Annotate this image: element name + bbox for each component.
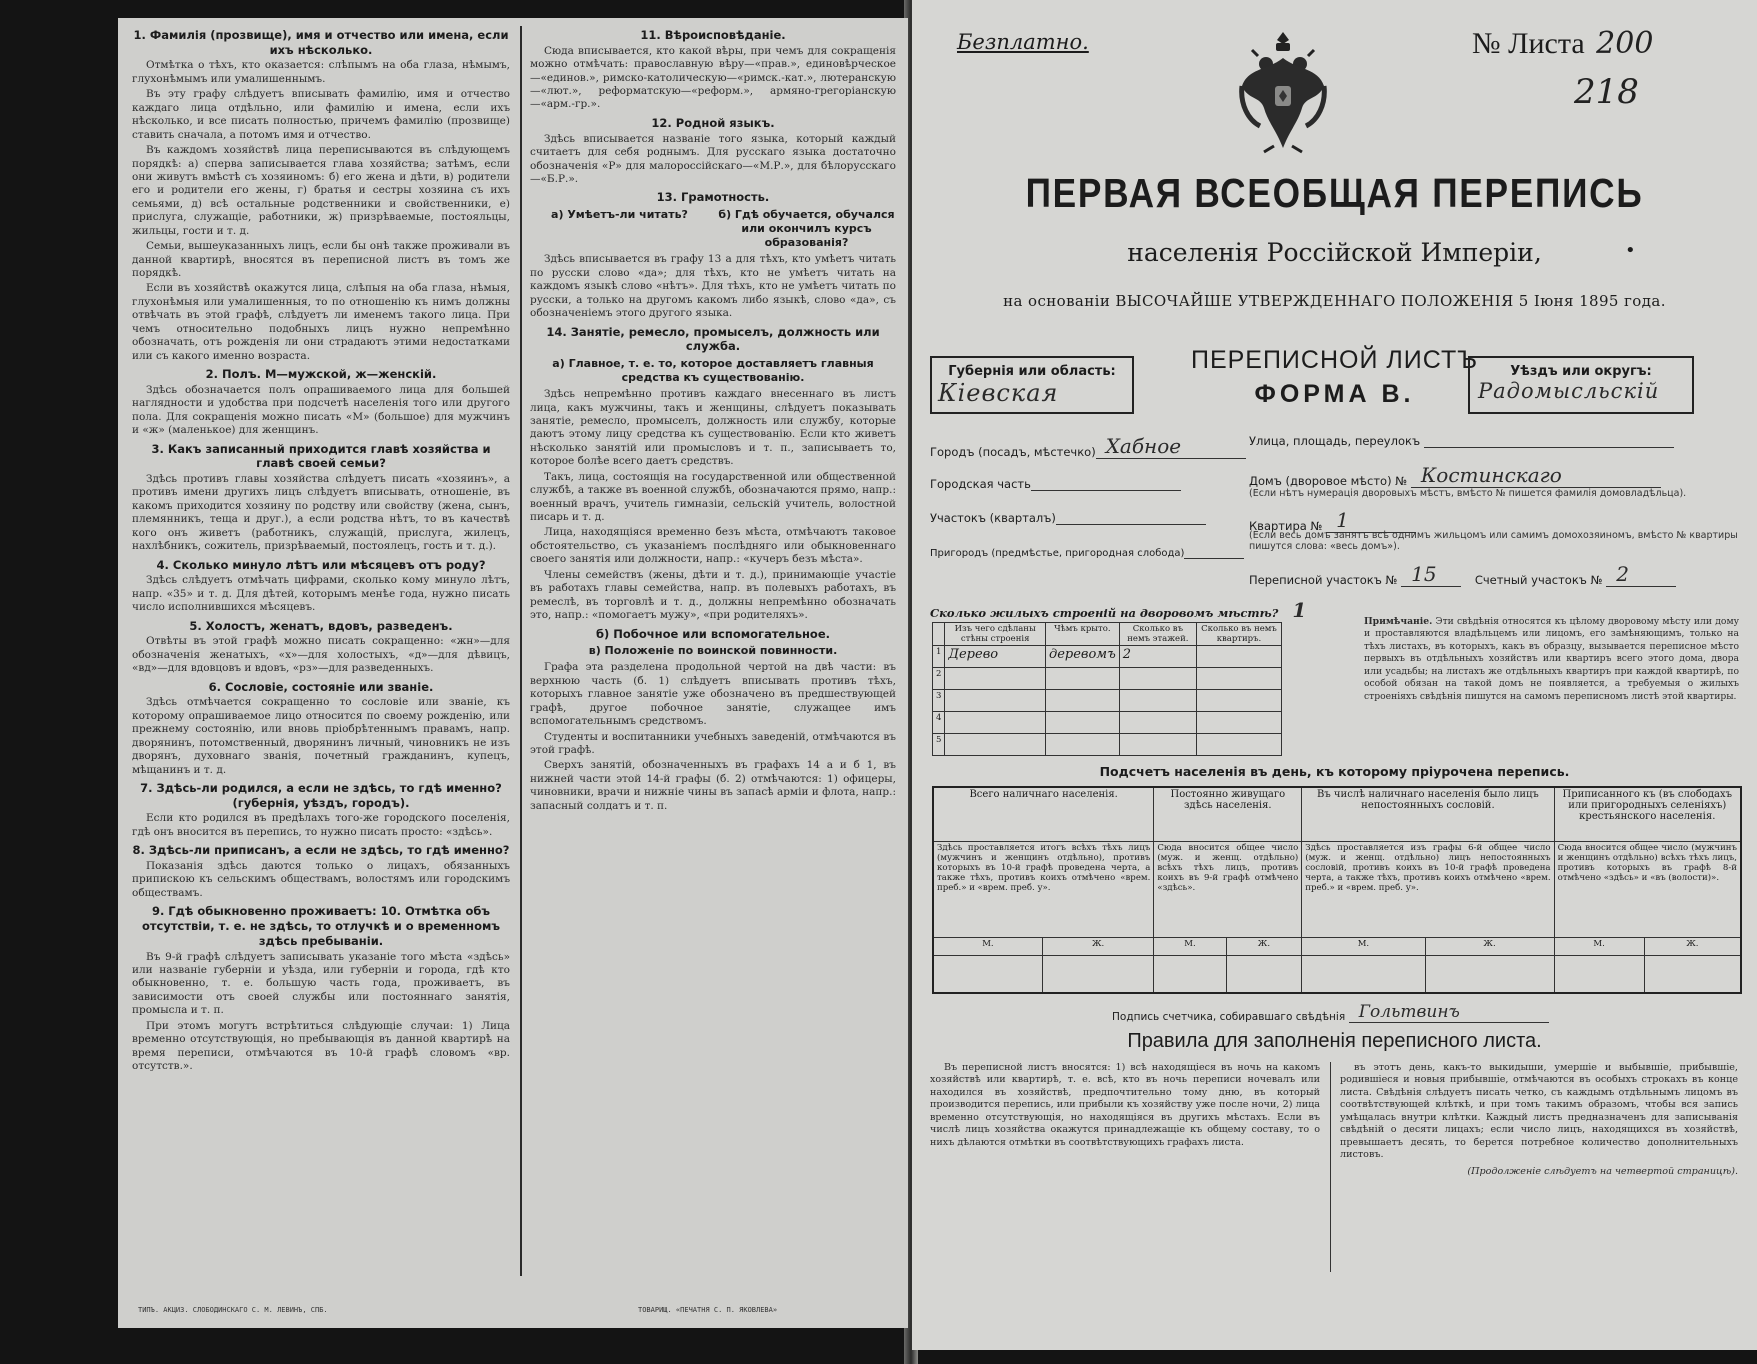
signature-label: Подпись счетчика, собиравшаго свѣдѣнія [1112, 1011, 1346, 1023]
address-field-value [1184, 534, 1194, 558]
census-subtitle: населенія Россійской Имперіи, [1127, 238, 1542, 267]
subheading: а) Главное, т. е. то, которое доставляетъ главныя средства къ существованію. [552, 356, 874, 385]
instructions-column-1 [132, 24, 510, 1075]
section-heading: 13. Грамотность. [656, 190, 770, 205]
address-field-label: Городская часть [930, 477, 1031, 491]
house-value: Костинскаго [1420, 463, 1562, 487]
section-paragraph: Если въ хозяйствѣ окажутся лица, слѣпыя на оба глаза, нѣмыя, глухонѣмыя или умалишенныя, то по отношенію къ нимъ должны отвѣчать въ этой графѣ, слѣдуетъ ли именемъ такого лица. При чемъ относительно подобныхъ лицъ нужно непремѣнно обозначать, отъ рожденія ли они страдаютъ этими недостатками или съ какого именно возраста. [132, 282, 510, 362]
gubernia-value: Кіевская [938, 379, 1059, 407]
section-paragraph: При этомъ могутъ встрѣтиться слѣдующіе случаи: 1) Лица временно отсутствующія, но пребывающія въ данной квартирѣ на время переписи, отмѣчаются въ 10-й графѣ словомъ «вр. отсутств.». [132, 1019, 510, 1072]
buildings-cell: Дерево [945, 646, 1046, 668]
census-district-value: 15 [1411, 562, 1437, 586]
section-paragraph: Въ эту графу слѣдуетъ вписывать фамилію, имя и отчество каждаго лица отдѣльно, или фамилію и имена, если ихъ нѣсколько, и все писать полностью, причемъ фамилію (прозвище) ставить сначала, а потомъ имя и отчество. [132, 88, 510, 141]
counting-district-label: Счетный участокъ № [1474, 573, 1603, 587]
right-page [912, 0, 1757, 1350]
buildings-cell [1045, 690, 1119, 712]
house-field [1249, 463, 1661, 488]
section-paragraph: Здѣсь противъ главы хозяйства слѣдуетъ писать «хозяинъ», а противъ имени другихъ лицъ слѣдуетъ вписывать, отношеніе, въ какомъ приходится хозяину по родству или свойству (жена, сынъ, племянникъ, теща и друг.), а если родства нѣтъ, то въ качествѣ кого онъ живетъ (работникъ, служащій, прислуга, жилецъ, нахлѣбникъ, сожитель, призрѣваемый, постоялецъ, гость и т. д.). [132, 472, 510, 553]
population-count-table [932, 786, 1742, 994]
printer-imprint-left: ТИПЪ. АКЦИЗ. СЛОБОДИНСКАГО С. М. ЛЕВИНЪ, СПБ. [138, 1306, 328, 1314]
subheading: б) Гдѣ обучается, обучался или окончилъ курсъ образованія? [718, 208, 895, 250]
buildings-cell [945, 668, 1046, 690]
subheading-row [530, 357, 896, 385]
buildings-cell [1196, 734, 1281, 756]
sheet-number-hand-2: 218 [1574, 72, 1639, 112]
section-heading: б) Побочное или вспомогательное. [595, 626, 830, 641]
buildings-col-header: Изъ чего сдѣланы стѣны строенія [945, 623, 1046, 646]
address-field-value [1031, 466, 1041, 490]
sheet-label-text: № Листа [1472, 27, 1585, 60]
buildings-cell: 1 [933, 646, 945, 668]
census-district-field [1249, 562, 1676, 587]
count-column-header: Всего наличнаго населенія. [933, 787, 1154, 841]
section-paragraph: Въ 9-й графѣ слѣдуетъ записывать указаніе того мѣста «здѣсь» или названіе губерніи и уѣзда, или губерніи и города, гдѣ кто обыкновенно, т. е. большую часть года, проживаетъ, въ зависимости отъ своей службы или постояннаго занятія, промысла и т. п. [132, 950, 510, 1017]
buildings-table [932, 622, 1282, 756]
apartment-note: (Если весь домъ занятъ всѣ однимъ жильцомъ или самимъ домохозяиномъ, вмѣсто № квартиры пишутся слова: «весь домъ»). [1249, 530, 1738, 552]
imperial-eagle-emblem [1238, 30, 1328, 154]
left-page [118, 18, 908, 1328]
remark-text: Эти свѣдѣнія относятся къ цѣлому дворовому мѣсту или дому и проставляются владѣльцемъ или лицомъ, его замѣняющимъ, только на тѣхъ листахъ, въ которыхъ, какъ въ образцу, вызывается переписное мѣсто первыхъ въ отдѣльныхъ хозяйствъ или квартиръ всего этого дома, двора или усадьбы; на листахъ же отдѣльныхъ квартиръ при каждой квартирѣ, по особой обязан на такой домъ не появляется, а требуемыя о жилыхъ строеніяхъ свѣдѣнія пишутся на самомъ переписномъ листѣ этой квартиры. [1364, 616, 1739, 702]
buildings-table-header [933, 623, 1282, 646]
rules-column-right: въ этотъ день, какъ-то выкидыши, умершіе и выбывшіе, прибывшіе, родившіеся и новыя прибывшіе, отмѣчаются въ особыхъ строкахъ въ конце листа. Свѣдѣнія слѣдуетъ писать четко, съ каждымъ отдѣльнымъ лицомъ въ соотвѣтствующей клѣткѣ, и при томъ такимъ образомъ, чтобы вся запись умѣщалась внутри клѣтки. Каждый листъ предназначенъ для записыванія свѣдѣній о десяти лицахъ; если число лицъ, находящихся въ хозяйствѣ, превышаетъ десять, то берется потребное количество дополнительныхъ листовъ. (Продолженіе слѣдуетъ на четвертой страницѣ). [1340, 1062, 1738, 1177]
uezd-box [1468, 356, 1694, 414]
section-paragraph: Сверхъ занятій, обозначенныхъ въ графахъ 14 а и б 1, въ нижней части этой 14-й графы (б. 2) отмѣчаются: 1) офицеры, чиновники, врачи и нижніе чины въ запасѣ арміи и флота, напр.: запасный солдатъ и т. п. [530, 759, 896, 812]
count-male-header: М. [1302, 937, 1425, 955]
section-heading: 5. Холостъ, женатъ, вдовъ, разведенъ. [189, 618, 453, 633]
census-basis: на основаніи ВЫСОЧАЙШЕ УТВЕРЖДЕННАГО ПОЛОЖЕНІЯ 5 Іюня 1895 года. [1003, 292, 1666, 310]
section-paragraph: Здѣсь слѣдуетъ отмѣчать цифрами, сколько кому минуло лѣтъ, напр. «35» и т. д. Для дѣтей, которымъ менѣе года, нужно писать число исполнившихся мѣсяцевъ. [132, 574, 510, 614]
count-column-note: Сюда вносится общее число (муж. и женщ. отдѣльно) всѣхъ тѣхъ лицъ, противъ коихъ въ 9-й графѣ отмѣчено «здѣсь». [1154, 841, 1302, 937]
count-title: Подсчетъ населенія въ день, къ которому пріурочена перепись. [1099, 764, 1570, 779]
column-divider [520, 26, 522, 1276]
address-field-value: Хабное [1105, 434, 1182, 458]
count-female-header: Ж. [1226, 937, 1302, 955]
section-paragraph: Здѣсь вписывается названіе того языка, который каждый считаетъ для себя роднымъ. Для русскаго языка достаточно обозначенія «Р» для малороссійскаго—«М.Р.», для бѣлорусскаго—«Б.Р.». [530, 132, 896, 185]
printer-imprint-right: ТОВАРИЩ. «ПЕЧАТНЯ С. П. ЯКОВЛЕВА» [638, 1306, 778, 1314]
section-paragraph: Здѣсь отмѣчается сокращенно то сословіе или званіе, къ которому опрашиваемое лицо относится по своему рожденію, или прежнему состоянію, или вновь пріобрѣтеннымъ правамъ, напр. дворянинъ, потомственный, дворянинъ личный, чиновникъ не изъ дворянъ, духовнаго званія, почетный гражданинъ, купецъ, мѣщанинъ и т. д. [132, 696, 510, 776]
buildings-cell [1119, 712, 1196, 734]
buildings-answer: 1 [1292, 598, 1307, 622]
form-letter: ФОРМА В. [1254, 380, 1415, 408]
rules-title: Правила для заполненія переписного листа. [1127, 1030, 1542, 1052]
count-column-note: Здѣсь проставляется изъ графы 6-й общее число (муж. и женщ. отдѣльно) лицъ непостоянныхъ сословій, противъ коихъ въ 10-й графѣ проведена черта, а также тѣхъ, противъ коихъ отмѣчено «врем. преб.» и «врем. преб. у». [1302, 841, 1554, 937]
gubernia-label: Губернія или область: [948, 364, 1116, 379]
instructions-column-2 [530, 24, 896, 815]
section-heading: 8. Здѣсь-ли приписанъ, а если не здѣсь, то гдѣ именно? [132, 843, 510, 858]
buildings-cell [945, 690, 1046, 712]
buildings-cell [1045, 668, 1119, 690]
section-paragraph: Сюда вписывается, кто какой вѣры, при чемъ для сокращенія можно отмѣчать: православную вѣру—«прав.», единовѣрческое—«единов.», римско-католическую—«римск.-кат.», лютеранскую—«лют.», реформатскую—«реформ.», армяно-грегоріанскую—«арм.-гр.». [530, 44, 896, 111]
sheet-number-label [1472, 26, 1653, 61]
buildings-cell [1119, 690, 1196, 712]
buildings-cell [945, 734, 1046, 756]
section-paragraph: Отмѣтка о тѣхъ, кто оказается: слѣпымъ на оба глаза, нѣмымъ, глухонѣмымъ или умалишеннымъ. [132, 59, 510, 85]
house-label: Домъ (дворовое мѣсто) № [1249, 474, 1408, 488]
count-female-header: Ж. [1644, 937, 1741, 955]
subheading-row [530, 208, 896, 250]
section-paragraph: Здѣсь непремѣнно противъ каждаго внесеннаго въ листъ лица, какъ мужчины, такъ и женщины, слѣдуетъ показывать занятіе, ремесло, промыселъ, должность или службу, которые даютъ этому лицу средства къ существованію. Если кто живетъ нѣсколько занятій или промысловъ и т. п., записываетъ то, которое болѣе всего даетъ средствъ. [530, 388, 896, 468]
buildings-cell [1196, 712, 1281, 734]
buildings-row [933, 646, 1282, 668]
section-heading: 7. Здѣсь-ли родился, а если не здѣсь, то гдѣ именно? (губернія, уѣздъ, городъ). [140, 781, 502, 810]
subheading-row [530, 644, 896, 658]
signature-field [1112, 1002, 1549, 1023]
buildings-col-header: Сколько въ немъ квартиръ. [1196, 623, 1281, 646]
section-paragraph: Члены семействъ (жены, дѣти и т. д.), принимающіе участіе въ работахъ главы семейства, напр. въ полевыхъ работахъ, въ ремеслѣ, въ торговлѣ и т. д., должны непремѣнно обозначать это, напр.: «помогаетъ мужу», «при родителяхъ». [530, 568, 896, 622]
buildings-row [933, 734, 1282, 756]
sheet-number-hand-1: 200 [1596, 26, 1654, 61]
count-value-cell [1226, 955, 1302, 993]
counting-district-value: 2 [1616, 562, 1629, 586]
subheading: а) Умѣетъ-ли читать? [551, 208, 688, 222]
section-heading: 11. Вѣроисповѣданіе. [640, 28, 786, 42]
buildings-cell: 2 [1119, 646, 1196, 668]
dot-mark: • [1625, 240, 1636, 261]
street-field [1249, 434, 1674, 448]
apartment-value: 1 [1336, 508, 1349, 532]
section-heading: 1. Фамилія (прозвище), имя и отчество или имена, если ихъ нѣсколько. [133, 28, 509, 57]
count-male-header: М. [1154, 937, 1226, 955]
count-column-note: Сюда вносится общее число (мужчинъ и женщинъ отдѣльно) всѣхъ тѣхъ лицъ, противъ которыхъ въ графѣ 8-й отмѣчено «здѣсь» и «въ (волости)». [1554, 841, 1741, 937]
census-district-label: Переписной участокъ № [1249, 573, 1398, 587]
section-paragraph: Отвѣты въ этой графѣ можно писать сокращенно: «жн»—для обозначенія женатыхъ, «х»—для холостыхъ, «д»—для дѣвицъ, «вд»—для вдовцовъ и вдовъ, «рз»—для разведенныхъ. [132, 635, 510, 675]
count-value-cell [1644, 955, 1741, 993]
buildings-cell [1045, 712, 1119, 734]
section-heading: 14. Занятіе, ремесло, промыселъ, должность или служба. [546, 324, 880, 354]
apartment-label: Квартира № [1249, 519, 1323, 533]
address-field-label: Городъ (посадъ, мѣстечко) [930, 445, 1096, 459]
buildings-cell [1045, 734, 1119, 756]
section-paragraph: Показанія здѣсь даются только о лицахъ, обязанныхъ припискою къ сельскимъ обществамъ, волостямъ или городскимъ обществамъ. [132, 860, 510, 899]
section-paragraph: Графа эта разделена продольной чертой на двѣ части: въ верхнюю часть (б. 1) слѣдуетъ вписывать противъ тѣхъ, которыхъ главное занятіе уже обозначено въ предшествующей графѣ, другое побочное занятіе, служащее имъ вспомогательнымъ средствомъ. [530, 661, 896, 728]
section-heading: 3. Какъ записанный приходится главѣ хозяйства и главѣ своей семьи? [151, 441, 491, 471]
buildings-row [933, 712, 1282, 734]
count-column-header: Въ числѣ наличнаго населенія было лицъ непостоянныхъ сословій. [1302, 787, 1554, 841]
address-field [930, 534, 1244, 559]
uezd-label: Уѣздъ или округъ: [1510, 364, 1652, 379]
count-female-header: Ж. [1425, 937, 1554, 955]
count-male-header: М. [933, 937, 1042, 955]
buildings-row [933, 690, 1282, 712]
subheading: в) Положеніе по воинской повинности. [588, 644, 838, 658]
free-label: Безплатно. [957, 30, 1089, 54]
section-paragraph: Здѣсь обозначается полъ опрашиваемого лица для большей наглядности и удобства при подсчетѣ населенія того или другого пола. Для сокращенія можно писать «М» (большое) для мужчинъ и «ж» (маленькое) для женщинъ. [132, 383, 510, 437]
buildings-cell: 5 [933, 734, 945, 756]
remark-block [1364, 616, 1739, 703]
section-heading: 9. Гдѣ обыкновенно проживаетъ: 10. Отмѣтка объ отсутствіи, т. е. не здѣсь, то отлучкѣ и о временномъ здѣсь пребываніи. [141, 904, 501, 948]
count-female-header: Ж. [1042, 937, 1153, 955]
buildings-cell: 4 [933, 712, 945, 734]
address-field-label: Участокъ (кварталъ) [930, 511, 1056, 525]
section-paragraph: Если кто родился въ предѣлахъ того-же городского поселенія, гдѣ онъ вносится въ перепись, то нужно писать просто: «здѣсь». [132, 812, 510, 838]
address-field [930, 500, 1206, 525]
buildings-cell [1196, 690, 1281, 712]
buildings-cell: деревомъ [1045, 646, 1119, 668]
address-field [930, 434, 1246, 459]
buildings-cell: 2 [933, 668, 945, 690]
house-note: (Если нѣтъ нумерація дворовыхъ мѣстъ, вмѣсто № пишется фамилія домовладѣльца). [1249, 488, 1687, 499]
buildings-col-number [933, 623, 945, 646]
buildings-cell [1196, 668, 1281, 690]
buildings-col-header: Сколько въ немъ этажей. [1119, 623, 1196, 646]
buildings-cell [945, 712, 1046, 734]
remark-title: Примѣчаніе. [1364, 616, 1433, 627]
count-value-cell [1042, 955, 1153, 993]
section-paragraph: Семьи, вышеуказанныхъ лицъ, если бы онѣ также проживали въ данной квартирѣ, вносятся въ переписной листъ въ томъ же порядкѣ. [132, 240, 510, 279]
form-title: ПЕРЕПИСНОЙ ЛИСТЪ [1190, 346, 1479, 374]
count-value-cell [1302, 955, 1425, 993]
address-field-value [1056, 500, 1066, 524]
address-field [930, 466, 1181, 491]
section-heading: 12. Родной языкъ. [651, 115, 775, 130]
buildings-question: Сколько жилыхъ строеній на дворовомъ мѣстѣ? 1 [930, 598, 1307, 622]
census-title: ПЕРВАЯ ВСЕОБЩАЯ ПЕРЕПИСЬ [1025, 170, 1644, 216]
count-value-cell [1425, 955, 1554, 993]
section-paragraph: Лица, находящіяся временно безъ мѣста, отмѣчаютъ таковое обстоятельство, съ указаніемъ послѣдняго или обыкновеннаго своего занятія или должности, напр.: «кучеръ безъ мѣста». [530, 526, 896, 566]
section-heading: 6. Сословіе, состояніе или званіе. [208, 679, 434, 694]
section-heading: 2. Полъ. М—мужской, ж—женскій. [205, 367, 437, 382]
section-paragraph: Здѣсь вписывается въ графу 13 а для тѣхъ, кто умѣетъ читать по русски слово «да»; для тѣхъ, кто не умѣетъ читать на каждомъ языкѣ слово «нѣтъ». Для тѣхъ, кто не умѣетъ читать по русски, а только на другомъ какомъ либо языкѣ, слово «да», съ обозначеніемъ этого другого языка. [530, 253, 896, 320]
count-column-header: Постоянно живущаго здѣсь населенія. [1154, 787, 1302, 841]
buildings-col-header: Чѣмъ крыто. [1045, 623, 1119, 646]
count-column-header: Приписанного къ (въ слободахъ или пригородныхъ селеніяхъ) крестьянского населенія. [1554, 787, 1741, 841]
buildings-row [933, 668, 1282, 690]
uezd-value: Радомысльскій [1478, 379, 1660, 403]
count-value-cell [933, 955, 1042, 993]
buildings-cell: 3 [933, 690, 945, 712]
buildings-cell [1119, 734, 1196, 756]
count-column-note: Здѣсь проставляется итогъ всѣхъ тѣхъ лицъ (мужчинъ и женщинъ отдѣльно), противъ которыхъ въ 10-й графѣ проведена черта, а также тѣхъ, противъ коихъ отмѣчено «врем. преб.» и «врем. преб. у». [933, 841, 1154, 937]
buildings-cell [1196, 646, 1281, 668]
signature-value: Гольтвинъ [1358, 1002, 1460, 1022]
section-heading: 4. Сколько минуло лѣтъ или мѣсяцевъ отъ роду? [156, 557, 486, 572]
section-paragraph: Студенты и воспитанники учебныхъ заведеній, отмѣчаются въ этой графѣ. [530, 730, 896, 756]
count-value-cell [1154, 955, 1226, 993]
street-label: Улица, площадь, переулокъ [1249, 434, 1421, 448]
buildings-cell [1119, 668, 1196, 690]
count-value-cell [1554, 955, 1644, 993]
count-male-header: М. [1554, 937, 1644, 955]
section-paragraph: Въ каждомъ хозяйствѣ лица переписываются въ слѣдующемъ порядкѣ: а) сперва записывается глава хозяйства; затѣмъ, если они живутъ вмѣстѣ съ хозяиномъ: б) его жена и дѣти, в) родители его и родители его жены, г) братья и сестры хозяина съ ихъ семьями, д) всѣ остальные родственники и свойственники, е) прислуга, служащіе, работники, ж) призрѣваемые, постояльцы, жильцы, гости и т. д. [132, 144, 510, 237]
rules-column-left: Въ переписной листъ вносятся: 1) всѣ находящіеся въ ночь на какомъ хозяйствѣ или квартирѣ, т. е. всѣ, кто въ ночь переписи ночевалъ или находился въ хозяйствѣ, предпочтительно тому дню, въ который производится перепись, или прибыли къ хозяйству уже после ночи, 2) лица временно отсутствующія, но находящіяся въ другихъ мѣстахъ. Если въ числѣ лицъ хозяйства окажутся принадлежащіе къ общему составу, то о нихъ дѣлаются отмѣтки въ соотвѣтствующихъ графахъ листа. [930, 1062, 1320, 1148]
section-paragraph: Такъ, лица, состоящія на государственной или общественной службѣ, а также въ военной службѣ, обозначаются прямо, напр.: военный врачъ, учитель гимназіи, сельскій учитель, волостной писарь и т. д. [530, 470, 896, 524]
address-field-label: Пригородъ (предмѣстье, пригородная слобода) [930, 548, 1185, 559]
rules-divider [1330, 1062, 1331, 1272]
